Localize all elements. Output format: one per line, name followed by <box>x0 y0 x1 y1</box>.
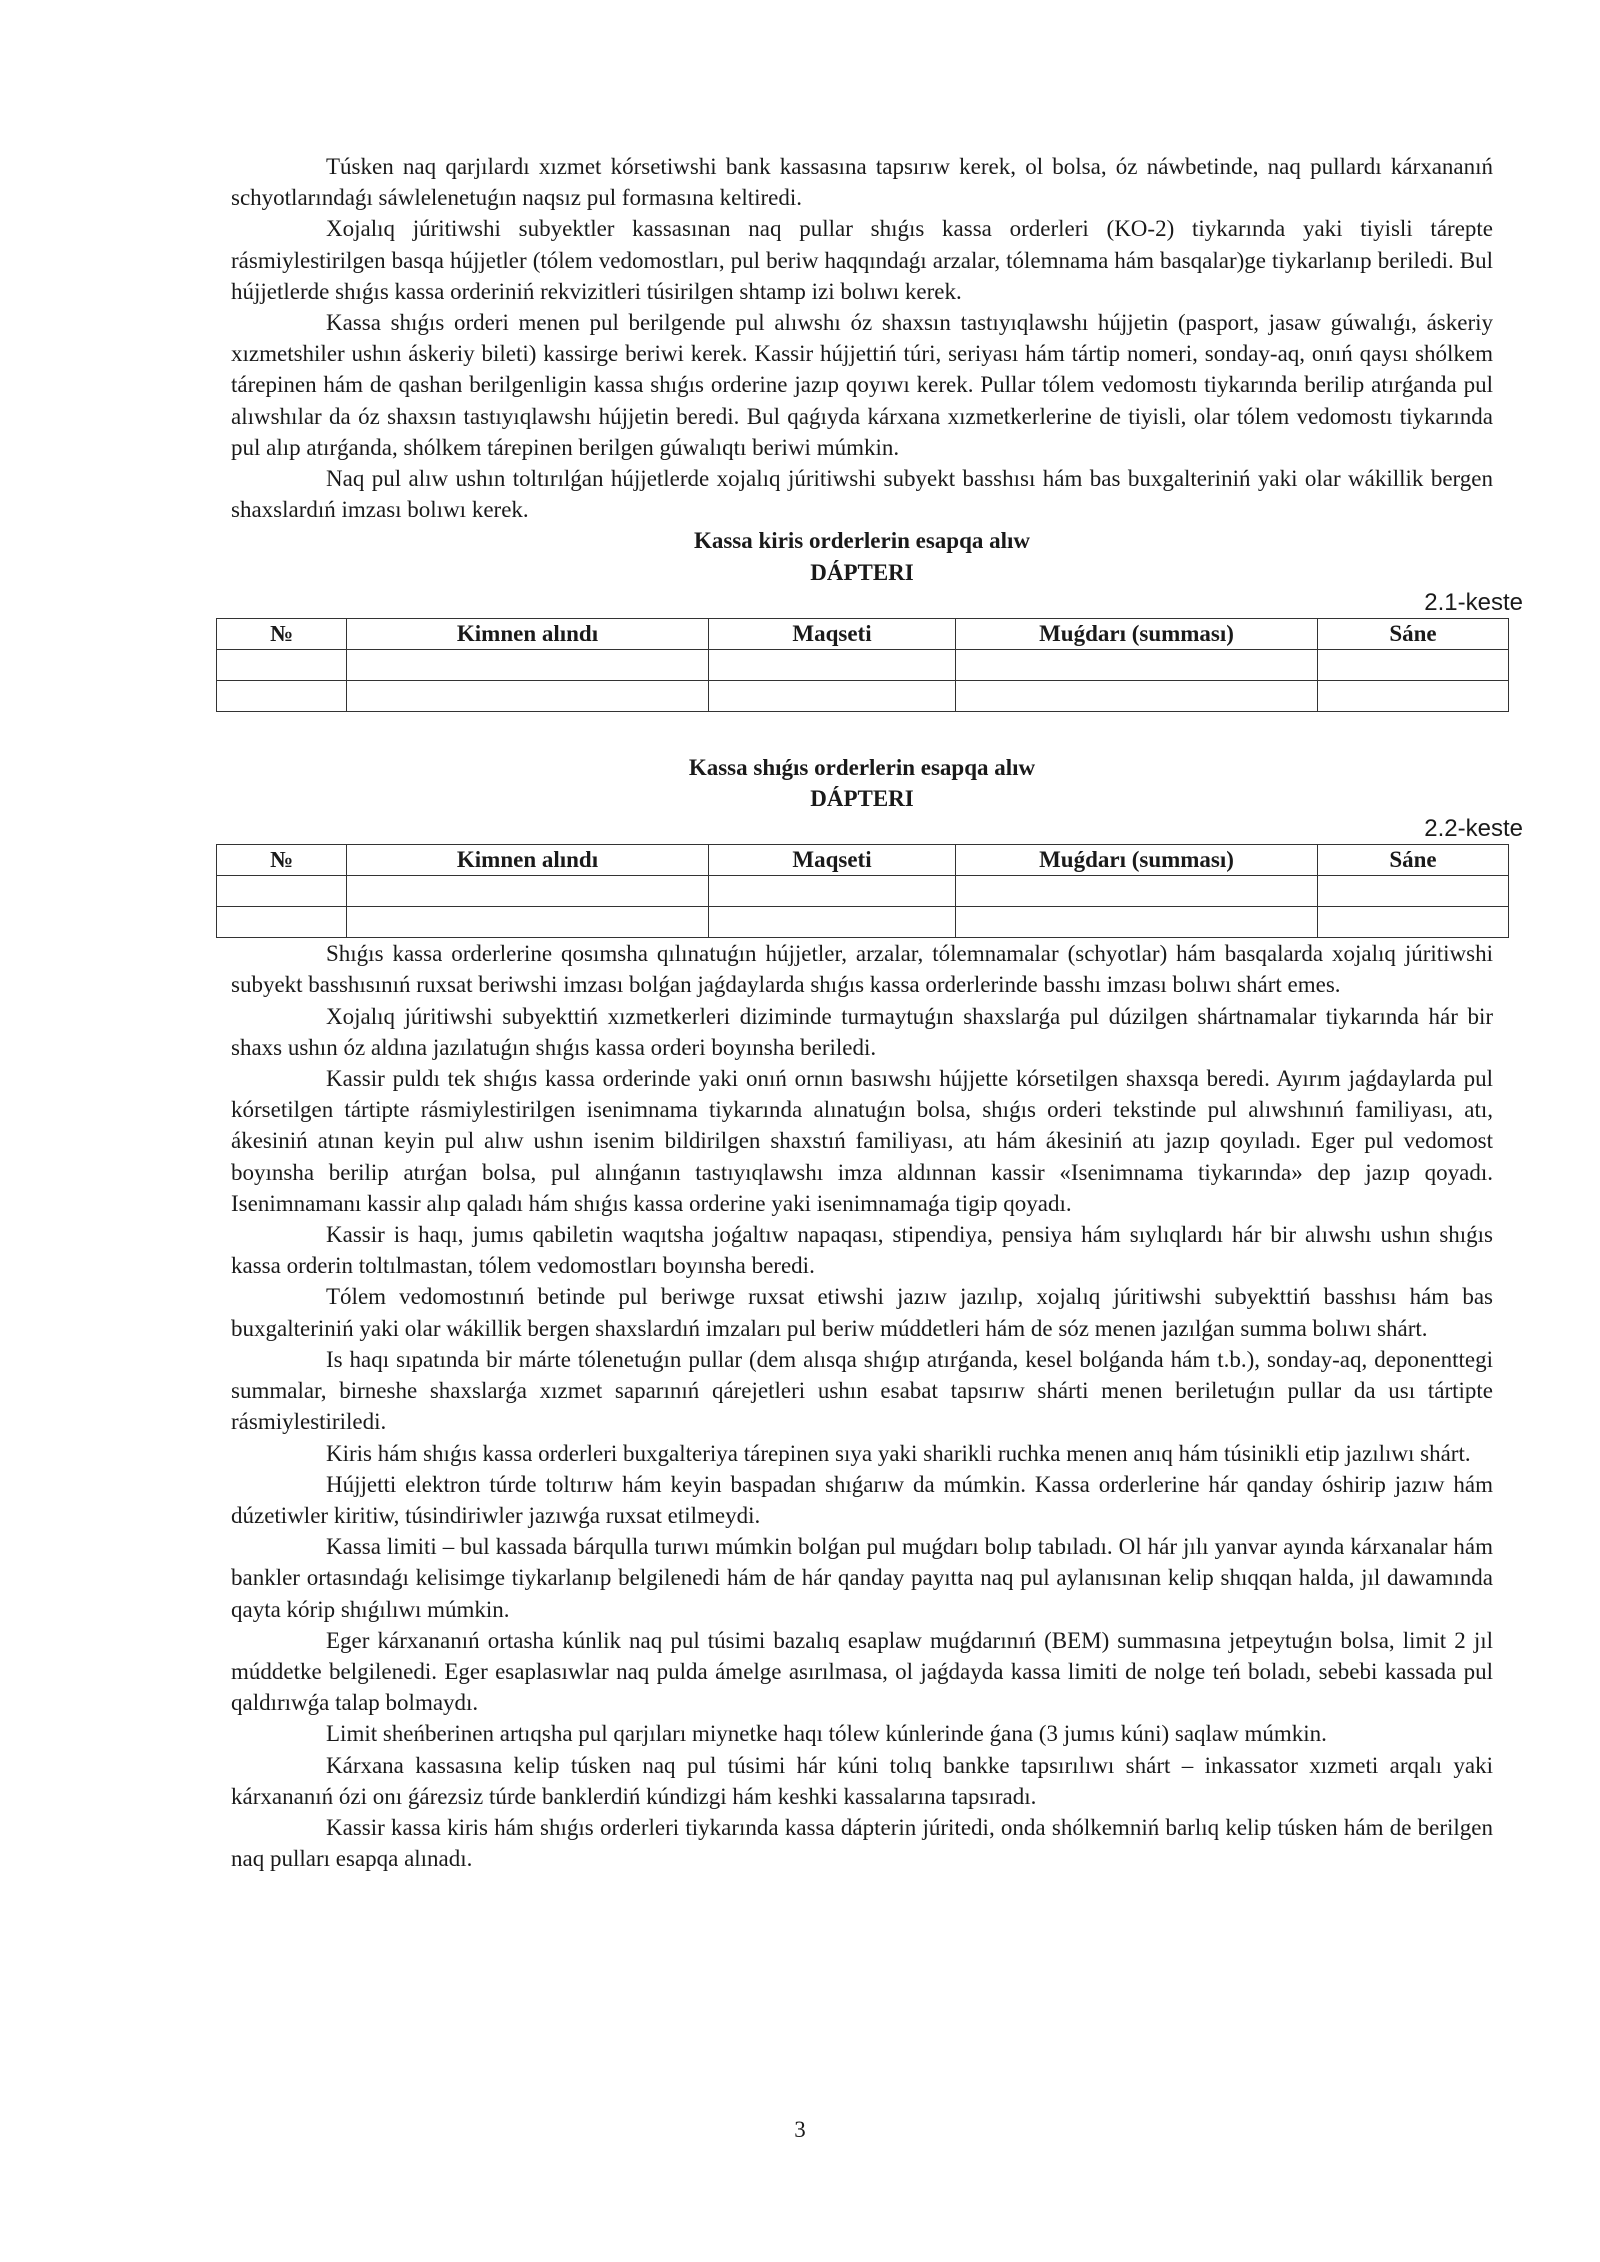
column-header: Kimnen alındı <box>347 845 709 876</box>
intro-section <box>231 151 1493 525</box>
paragraph: Xojalıq júritiwshi subyektler kassasınan naq pullar shıǵıs kassa orderleri (KO-2) tiykarında yaki tiyisli tárepte rásmiylestirilgen basqa hújjetler (tólem vedomostları, pul beriw haqqındaǵı arzalar, tólemnama hám basqalar)ge tiykarlanıp beriledi. Bul hújjetlerde shıǵıs kassa orderiniń rekvizitleri túsirilgen shtamp izi bolıwı kerek. <box>231 216 1493 304</box>
paragraph: Eger kárxananıń ortasha kúnlik naq pul túsimi bazalıq esaplaw muǵdarınıń (BEM) summasına jetpeytuǵın bolsa, limit 2 jıl múddetke belgilenedi. Eger esaplasıwlar naq pulda ámelge asırılmasa, ol jaǵdayda kassa limiti de nolge teń boladı, sebebi kassada pul qaldırıwǵa talap bolmaydı. <box>231 1627 1493 1716</box>
column-header: Muǵdarı (summası) <box>956 845 1318 876</box>
body-section <box>231 938 1493 1874</box>
table-row <box>217 907 1509 938</box>
column-header: Muǵdarı (summası) <box>956 618 1318 649</box>
cash-disbursement-ledger <box>231 752 1523 938</box>
paragraph: Kassir puldı tek shıǵıs kassa orderinde yaki onıń ornın basıwshı hújjette kórsetilgen shaxsqa beredi. Ayırım jaǵdaylarda pul kórsetilgen tártipte rásmiylestirilgen isenimnama tiykarında alınatuǵın bolsa, shıǵıs orderi tekstinde pul alıwshınıń familiyası, atı, ákesiniń atınan keyin pul alıw ushın isenim bildirilgen shaxstıń familiyası, atı hám ákesiniń atı jazıp qoyıladı. Eger pul vedomost boyınsha berilip atırǵan bolsa, pul alınǵanın tastıyıqlawshı imza aldınnan kassir «Isenimnama tiykarında» dep jazıp qoyadı. Isenimnamanı kassir alıp qaladı hám shıǵıs kassa orderine yaki isenimnamaǵa tigip qoyadı. <box>231 1066 1493 1216</box>
paragraph: Kassa limiti – bul kassada bárqulla turıwı múmkin bolǵan pul muǵdarı bolıp tabıladı. Ol hár jılı yanvar ayında kárxanalar hám bankler ortasındaǵı kelisimge tiykarlanıp belgilenedi hám de hár qanday payıtta naq pul aylanısınan kelip shıqqan halda, jıl dawamında qayta kórip shıǵılıwı múmkin. <box>231 1534 1493 1622</box>
table-cell <box>347 876 709 907</box>
paragraph: Túsken naq qarjılardı xızmet kórsetiwshi bank kassasına tapsırıw kerek, ol bolsa, óz náwbetinde, naq pullardı kárxananıń schyotlarındaǵı sáwlelenetuǵın naqsız pul formasına keltiredi. <box>231 154 1493 211</box>
table-cell <box>956 907 1318 938</box>
table-cell <box>956 876 1318 907</box>
paragraph: Tólem vedomostınıń betinde pul beriwge ruxsat etiwshi jazıw jazılıp, xojalıq júritiwshi subyekttiń basshısı hám bas buxgalteriniń yaki olar wákillik bergen shaxslardıń imzaları pul beriw múddetleri hám de sóz menen jazılǵan summa bolıwı shárt. <box>231 1284 1493 1341</box>
table-cell <box>956 680 1318 711</box>
paragraph: Naq pul alıw ushın toltırılǵan hújjetlerde xojalıq júritiwshi subyekt basshısı hám bas buxgalteriniń yaki olar wákillik bergen shaxslardıń imzası bolıwı kerek. <box>231 466 1493 523</box>
table-cell <box>347 649 709 680</box>
paragraph: Kassir is haqı, jumıs qabiletin waqıtsha joǵaltıw napaqası, stipendiya, pensiya hám sıylıqlardı hár bir alıwshı ushın shıǵıs kassa orderin toltılmastan, tólem vedomostları boyınsha beredi. <box>231 1222 1493 1279</box>
receipt-ledger-table <box>216 618 1509 712</box>
table-row <box>217 649 1509 680</box>
table-header-row <box>217 845 1509 876</box>
paragraph: Kárxana kassasına kelip túsken naq pul túsimi hár kúni tolıq bankke tapsırılıwı shárt – inkassator xızmeti arqalı yaki kárxananıń ózi onı ǵárezsiz túrde banklerdiń kúndizgi hám keshki kassalarına tapsıradı. <box>231 1752 1493 1809</box>
table-cell <box>347 680 709 711</box>
column-header: Maqseti <box>709 618 956 649</box>
column-header: Sáne <box>1318 618 1509 649</box>
table-header-row <box>217 618 1509 649</box>
table-cell <box>217 649 347 680</box>
paragraph: Kassir kassa kiris hám shıǵıs orderleri tiykarında kassa dápterin júritedi, onda shólkemniń barlıq kelip túsken hám de berilgen naq pulları esapqa alınadı. <box>231 1814 1493 1872</box>
column-header: Sáne <box>1318 845 1509 876</box>
table-cell <box>347 907 709 938</box>
column-header: № <box>217 618 347 649</box>
column-header: № <box>217 845 347 876</box>
table-row <box>217 876 1509 907</box>
table-heading-sub: DÁPTERI <box>810 559 914 585</box>
table-heading-sub: DÁPTERI <box>810 786 914 812</box>
table-cell <box>1318 907 1509 938</box>
paragraph: Shıǵıs kassa orderlerine qosımsha qılınatuǵın hújjetler, arzalar, tólemnamalar (schyotlar) hám basqalarda xojalıq júritiwshi subyekt basshısınıń ruxsat beriwshi imzası bolǵan jaǵdaylarda shıǵıs kassa orderlerinde basshı imzası bolıwı shárt emes. <box>231 941 1493 998</box>
column-header: Kimnen alındı <box>347 618 709 649</box>
page-content <box>231 151 1523 1874</box>
table-row <box>217 680 1509 711</box>
spacer <box>231 712 1493 752</box>
table-cell <box>1318 649 1509 680</box>
table-cell <box>709 876 956 907</box>
table-cell <box>1318 680 1509 711</box>
table-cell <box>709 649 956 680</box>
paragraph: Xojalıq júritiwshi subyekttiń xızmetkerleri diziminde turmaytuǵın shaxslarǵa pul dúzilgen shártnamalar tiykarında hár bir shaxs ushın óz aldına jazılatuǵın shıǵıs kassa orderi boyınsha beriledi. <box>231 1003 1493 1060</box>
paragraph: Is haqı sıpatında bir márte tólenetuǵın pullar (dem alısqa shıǵıp atırǵanda, kesel bolǵanda hám t.b.), sonday-aq, deponenttegi summalar, birneshe shaxslarǵa xızmet saparınıń qárejetleri ushın esabat tapsırıw shárti menen beriletuǵın pullar da usı tártipte rásmiylestiriledi. <box>231 1346 1493 1435</box>
table-cell <box>217 680 347 711</box>
table-heading: Kassa kiris orderlerin esapqa alıw <box>693 528 1031 554</box>
table-cell <box>1318 876 1509 907</box>
table-cell <box>956 649 1318 680</box>
disbursement-ledger-table <box>216 844 1509 938</box>
table-label: 2.1-keste <box>1424 588 1523 616</box>
paragraph: Hújjetti elektron túrde toltırıw hám keyin baspadan shıǵarıw da múmkin. Kassa orderlerine hár qanday óshirip jazıw hám dúzetiwler kiritiw, túsindiriwler jazıwǵa ruxsat etilmeydi. <box>231 1471 1493 1528</box>
column-header: Maqseti <box>709 845 956 876</box>
table-cell <box>217 876 347 907</box>
paragraph: Limit sheńberinen artıqsha pul qarjıları miynetke haqı tólew kúnlerinde ǵana (3 jumıs kúni) saqlaw múmkin. <box>326 1721 1327 1747</box>
paragraph: Kassa shıǵıs orderi menen pul berilgende pul alıwshı óz shaxsın tastıyıqlawshı hújjetin (pasport, jasaw gúwalıǵı, áskeriy xızmetshiler ushın áskeriy bileti) kassirge beriwi kerek. Kassir hújjettiń túri, seriyası hám tártip nomeri, sonday-aq, onıń qaysı shólkem tárepinen hám de qashan berilgenligin kassa shıǵıs orderine jazıp qoyıwı kerek. Pullar tólem vedomostı tiykarında berilip atırǵanda pul alıwshılar da óz shaxsın tastıyıqlawshı hújjetin beredi. Bul qaǵıyda kárxana xızmetkerlerine de tiyisli, olar tólem vedomostı tiykarında pul alıp atırǵanda, shólkem tárepinen berilgen gúwalıqtı beriwi múmkin. <box>231 310 1493 460</box>
page-number: 3 <box>794 2117 806 2142</box>
table-cell <box>709 680 956 711</box>
cash-receipt-ledger <box>231 525 1523 711</box>
table-label: 2.2-keste <box>1424 815 1523 843</box>
table-heading: Kassa shıǵıs orderlerin esapqa alıw <box>688 754 1036 780</box>
paragraph: Kiris hám shıǵıs kassa orderleri buxgalteriya tárepinen sıya yaki sharikli ruchka menen anıq hám túsinikli etip jazılıwı shárt. <box>326 1440 1471 1466</box>
table-cell <box>709 907 956 938</box>
table-cell <box>217 907 347 938</box>
